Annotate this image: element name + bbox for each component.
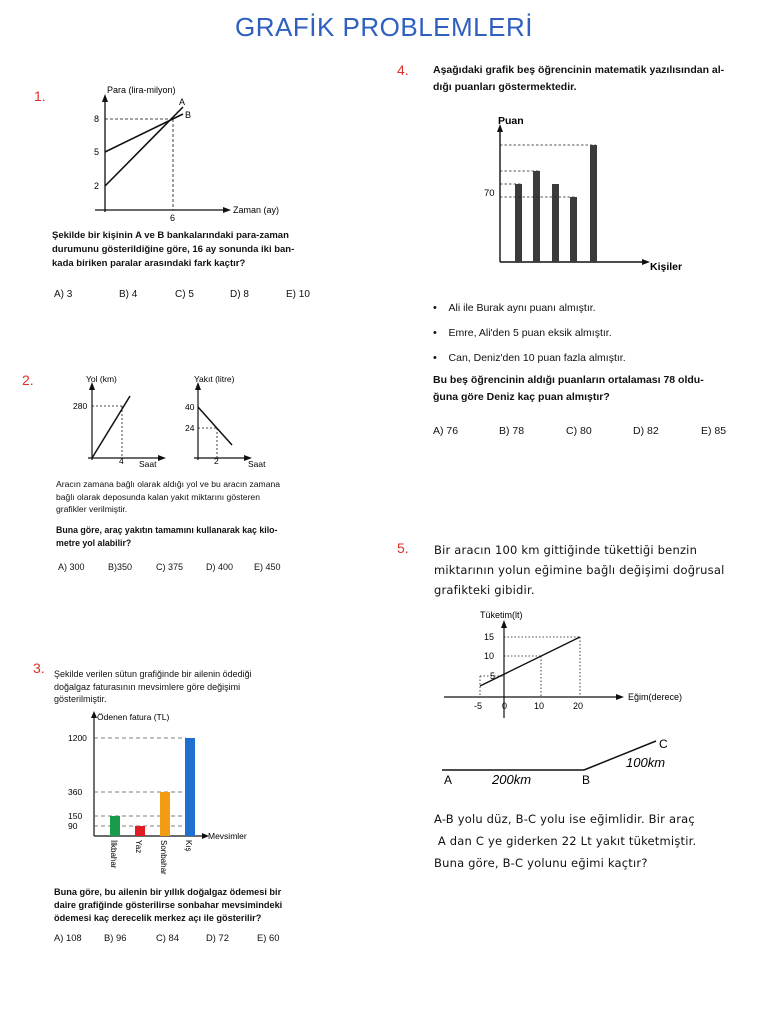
- question-5-number: 5.: [397, 540, 409, 556]
- q3-y-tick: 90: [68, 821, 78, 831]
- q5-y-tick-15: 15: [484, 632, 495, 642]
- q2-right-x-tick: 2: [214, 456, 219, 466]
- q2-option-a[interactable]: A) 300: [58, 562, 85, 572]
- q3-category-label: Kış: [184, 840, 193, 852]
- q1-option-c[interactable]: C) 5: [175, 289, 194, 300]
- q4-option-a[interactable]: A) 76: [433, 425, 459, 437]
- q4-option-e[interactable]: E) 85: [701, 425, 727, 437]
- q5-question-text: A-B yolu düz, B-C yolu ise eğimlidir. Bir araç A dan C ye giderken 22 Lt yakıt tüketmiştir. Buna göre, B-C yolunu eğimi kaçtır?: [434, 812, 697, 870]
- q1-option-a[interactable]: A) 3: [54, 289, 73, 300]
- q2-fuel-line: [198, 407, 232, 445]
- q2-left-y-tick: 280: [73, 401, 88, 411]
- q1-tick-8: 8: [94, 114, 100, 124]
- q4-intro-text: Aşağıdaki grafik beş öğrencinin matematik yazılısından al- dığı puanları göstermektedir.: [433, 64, 725, 93]
- q3-y-tick: 1200: [68, 733, 87, 743]
- q1-y-arrow: [102, 94, 108, 102]
- q1-y-label: Para (lira-milyon): [107, 85, 176, 95]
- q5-x-tick-0: 0: [502, 701, 508, 711]
- q2-left-y-label: Yol (km): [86, 374, 117, 384]
- q1-tick-2: 2: [94, 181, 100, 191]
- q5-y-label: Tüketim(lt): [480, 610, 523, 620]
- q5-point-b: B: [582, 773, 591, 787]
- q4-bullet-3: • Can, Deniz'den 10 puan fazla almıştır.: [433, 352, 626, 364]
- q2-left-x-label: Saat: [139, 459, 157, 469]
- q2-right-x-label: Saat: [248, 459, 266, 469]
- q2-right-y-tick-top: 40: [185, 402, 195, 412]
- q3-y-tick: 360: [68, 787, 83, 797]
- q3-bar-chart: [54, 708, 304, 888]
- q5-x-tick-20: 20: [573, 701, 584, 711]
- q3-category-label: Sonbahar: [159, 840, 168, 875]
- q2-option-c[interactable]: C) 375: [156, 562, 184, 572]
- q2-question-text: Buna göre, araç yakıtın tamamını kullanarak kaç kilo- metre yol alabilir?: [56, 525, 278, 548]
- q4-x-label: Kişiler: [650, 261, 683, 273]
- q4-question-text: Bu beş öğrencinin aldığı puanların ortalaması 78 oldu- ğuna göre Deniz kaç puan almıştır?: [433, 374, 704, 403]
- question-2-number: 2.: [22, 372, 34, 388]
- q4-y-label: Puan: [498, 115, 524, 127]
- q3-bar: [185, 738, 195, 836]
- q2-distance-chart: [60, 370, 180, 470]
- q4-bar: [570, 197, 577, 262]
- q3-bar: [160, 792, 170, 836]
- q1-x-label: Zaman (ay): [233, 205, 280, 215]
- q4-option-b[interactable]: B) 78: [499, 425, 525, 437]
- q1-label-b: B: [185, 110, 192, 120]
- q1-x-arrow: [223, 207, 231, 213]
- q4-option-c[interactable]: C) 80: [566, 425, 592, 437]
- q4-bar: [533, 171, 540, 262]
- q3-option-d[interactable]: D) 72: [206, 932, 229, 943]
- q3-y-label: Ödenen fatura (TL): [97, 712, 170, 722]
- q4-bar: [590, 145, 597, 262]
- q1-option-e[interactable]: E) 10: [286, 289, 310, 300]
- q1-line-chart: [85, 80, 315, 230]
- q4-bullet-1: • Ali ile Burak aynı puanı almıştır.: [433, 302, 596, 314]
- q3-y-tick: 150: [68, 811, 83, 821]
- q5-x-tick-m5: -5: [474, 701, 483, 711]
- q4-y-tick: 70: [484, 188, 495, 199]
- q1-question-text: Şekilde bir kişinin A ve B bankalarındaki para-zaman durumunu gösterildiğine göre, 16 ay sonunda iki ban- kada biriken paralar arasındaki fark kaçtır?: [52, 230, 295, 269]
- q4-bar: [552, 184, 559, 262]
- q2-option-d[interactable]: D) 400: [206, 562, 234, 572]
- q2-option-b[interactable]: B)350: [108, 562, 133, 572]
- q3-info-text: Şekilde verilen sütun grafiğinde bir ailenin ödediği doğalgaz faturasının mevsimlere göre değişimi gösterilmiştir.: [54, 669, 252, 704]
- q1-tick-5: 5: [94, 147, 100, 157]
- q1-tick-x6: 6: [170, 213, 176, 223]
- question-4-number: 4.: [397, 62, 409, 78]
- q3-options: [54, 932, 314, 944]
- q5-point-c: C: [659, 737, 668, 751]
- q2-right-y-tick-mid: 24: [185, 423, 195, 433]
- q5-line-chart: [438, 608, 738, 718]
- q5-intro-text: Bir aracın 100 km gittiğinde tükettiği benzin miktarının yolun eğimine bağlı değişimi doğrusal grafikteki gibidir.: [434, 543, 725, 597]
- q5-y-tick-5: 5: [490, 671, 496, 681]
- q5-point-a: A: [444, 773, 453, 787]
- q2-info-text: Aracın zamana bağlı olarak aldığı yol ve bu aracın zamana bağlı olarak deposunda kalan yakıt miktarını gösteren grafikler verilmiştir.: [56, 479, 281, 514]
- q3-question-text: Buna göre, bu ailenin bir yıllık doğalgaz ödemesi bir daire grafiğinde gösterilirse sonbahar mevsimindeki ödemesi kaç derecelik merkez açı ile gösterilir?: [54, 887, 283, 923]
- q4-bar-chart: [470, 112, 700, 282]
- q5-ab-length: 200km: [492, 772, 532, 787]
- question-1-number: 1.: [34, 88, 46, 104]
- q4-bullets: [433, 296, 753, 371]
- q2-fuel-chart: [180, 370, 300, 470]
- q5-x-label: Eğim(derece): [628, 692, 683, 702]
- q5-bc-length: 100km: [626, 755, 666, 770]
- q3-category-label: İlkbahar: [109, 840, 118, 869]
- q3-option-c[interactable]: C) 84: [156, 932, 179, 943]
- q1-option-d[interactable]: D) 8: [230, 289, 249, 300]
- q3-bar: [110, 816, 120, 836]
- q3-x-label: Mevsimler: [208, 831, 247, 841]
- q5-y-tick-10: 10: [484, 651, 495, 661]
- q3-category-label: Yaz: [134, 840, 143, 854]
- q2-right-y-label: Yakıt (litre): [194, 374, 235, 384]
- q3-bar: [135, 826, 145, 836]
- q1-options: [54, 289, 324, 303]
- q5-x-tick-10: 10: [534, 701, 545, 711]
- q4-option-d[interactable]: D) 82: [633, 425, 659, 437]
- q3-option-e[interactable]: E) 60: [257, 932, 280, 943]
- q5-road-diagram: [436, 730, 696, 790]
- q3-option-a[interactable]: A) 108: [54, 932, 82, 943]
- q4-options: [433, 425, 753, 439]
- question-3-number: 3.: [33, 660, 45, 676]
- q2-left-x-tick: 4: [119, 456, 124, 466]
- q2-distance-line: [92, 396, 130, 458]
- q3-option-b[interactable]: B) 96: [104, 932, 127, 943]
- q4-bar: [515, 184, 522, 262]
- q2-options: [58, 562, 318, 574]
- q2-option-e[interactable]: E) 450: [254, 562, 281, 572]
- page-title: GRAFİK PROBLEMLERİ: [235, 12, 533, 42]
- q1-option-b[interactable]: B) 4: [119, 289, 138, 300]
- q1-label-a: A: [179, 97, 186, 107]
- q4-bullet-2: • Emre, Ali'den 5 puan eksik almıştır.: [433, 327, 612, 339]
